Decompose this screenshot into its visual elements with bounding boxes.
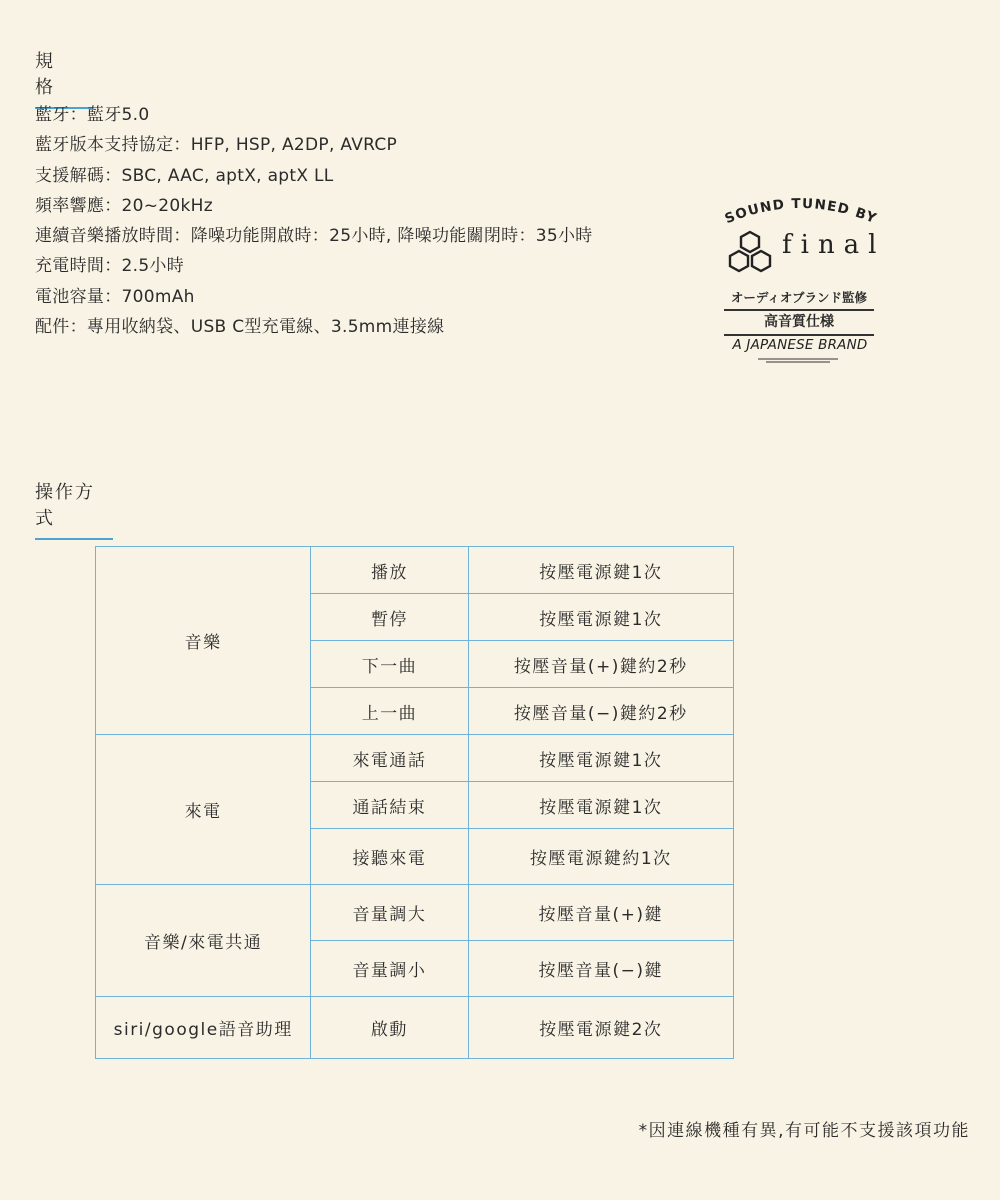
spec-item-protocols: 藍牙版本支持協定：HFP, HSP, A2DP, AVRCP bbox=[35, 135, 398, 156]
hexagon-logo-icon bbox=[722, 230, 778, 278]
spec-item-accessories: 配件：專用收納袋、USB C型充電線、3.5mm連接線 bbox=[35, 317, 445, 338]
action-cell: 啟動 bbox=[311, 997, 468, 1059]
action-cell: 播放 bbox=[311, 547, 468, 594]
action-cell: 暫停 bbox=[311, 594, 468, 641]
spec-item-playtime: 連續音樂播放時間：降噪功能開啟時：25小時, 降噪功能關閉時：35小時 bbox=[35, 226, 593, 247]
sound-tuned-by-arc bbox=[718, 190, 883, 230]
method-cell: 按壓電源鍵1次 bbox=[468, 782, 733, 829]
category-cell: 來電 bbox=[96, 735, 311, 885]
table-row bbox=[96, 997, 734, 1059]
compatibility-footnote: *因連線機種有異,有可能不支援該項功能 bbox=[638, 1121, 970, 1141]
spec-item-battery: 電池容量：700mAh bbox=[35, 286, 195, 307]
action-cell: 來電通話 bbox=[311, 735, 468, 782]
category-cell: 音樂/來電共通 bbox=[96, 885, 311, 997]
action-cell: 上一曲 bbox=[311, 688, 468, 735]
method-cell: 按壓電源鍵2次 bbox=[468, 997, 733, 1059]
spec-item-codecs: 支援解碼：SBC, AAC, aptX, aptX LL bbox=[35, 165, 334, 186]
method-cell: 按壓音量(−)鍵約2秒 bbox=[468, 688, 733, 735]
sound-tuned-by-text: SOUND TUNED BY bbox=[722, 195, 880, 228]
action-cell: 音量調大 bbox=[311, 885, 468, 941]
category-cell: siri/google語音助理 bbox=[96, 997, 311, 1059]
action-cell: 下一曲 bbox=[311, 641, 468, 688]
underline-decoration bbox=[758, 358, 838, 366]
method-cell: 按壓音量(−)鍵 bbox=[468, 941, 733, 997]
spec-item-frequency: 頻率響應：20~20kHz bbox=[35, 195, 213, 216]
method-cell: 按壓電源鍵1次 bbox=[468, 547, 733, 594]
method-cell: 按壓電源鍵1次 bbox=[468, 594, 733, 641]
method-cell: 按壓電源鍵1次 bbox=[468, 735, 733, 782]
final-brand-logo bbox=[718, 190, 886, 370]
spec-item-bluetooth: 藍牙：藍牙5.0 bbox=[35, 105, 150, 125]
category-cell: 音樂 bbox=[96, 547, 311, 735]
table-row bbox=[96, 885, 734, 941]
method-cell: 按壓音量(+)鍵 bbox=[468, 885, 733, 941]
spec-section-title: 規格 bbox=[35, 47, 93, 109]
spec-item-charge-time: 充電時間：2.5小時 bbox=[35, 256, 185, 277]
japanese-brand-label: A JAPANESE BRAND bbox=[732, 337, 868, 353]
table-row bbox=[96, 735, 734, 782]
svg-text:SOUND TUNED BY bbox=[723, 196, 880, 227]
action-cell: 通話結束 bbox=[311, 782, 468, 829]
table-row bbox=[96, 547, 734, 594]
method-cell: 按壓音量(+)鍵約2秒 bbox=[468, 641, 733, 688]
operation-table bbox=[95, 546, 734, 1059]
high-quality-spec-label: 高音質仕様 bbox=[724, 311, 874, 336]
method-cell: 按壓電源鍵約1次 bbox=[468, 829, 733, 885]
audio-brand-supervision-label: オーディオブランド監修 bbox=[724, 288, 874, 311]
operation-section-title: 操作方式 bbox=[35, 478, 113, 540]
final-wordmark: final bbox=[782, 230, 886, 260]
action-cell: 接聽來電 bbox=[311, 829, 468, 885]
action-cell: 音量調小 bbox=[311, 941, 468, 997]
spec-list bbox=[35, 100, 593, 342]
